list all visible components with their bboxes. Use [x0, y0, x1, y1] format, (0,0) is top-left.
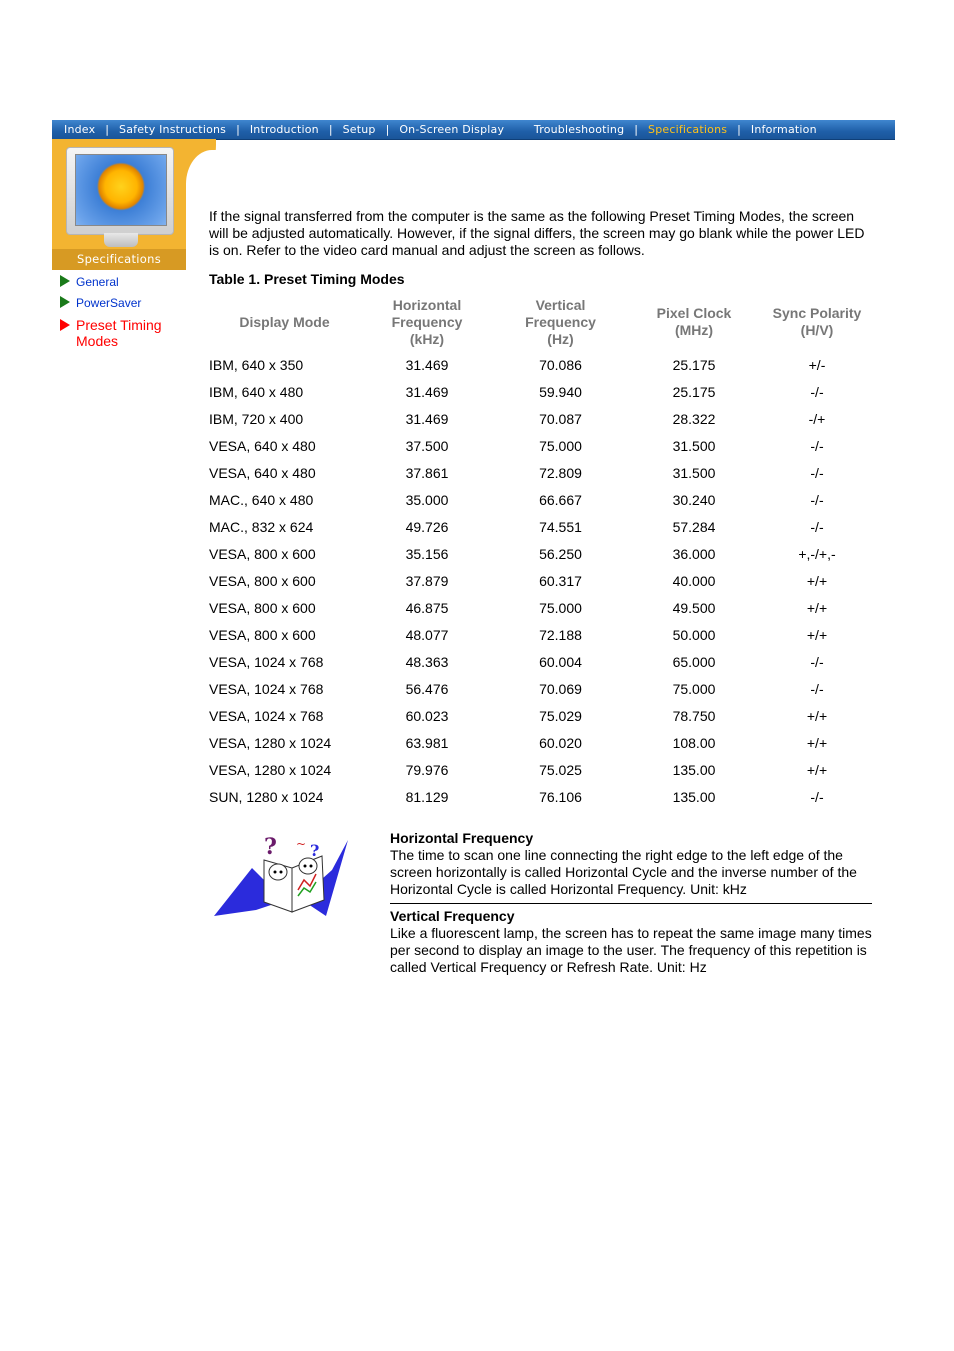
header-line: Horizontal [392, 296, 462, 313]
table-title: Table 1. Preset Timing Modes [209, 271, 405, 287]
header-horizontal-frequency [360, 293, 494, 351]
cell-sync-polarity: -/- [810, 437, 824, 454]
preset-timing-table [205, 293, 873, 810]
table-row [205, 783, 873, 810]
cell-vertical-frequency: 70.069 [539, 680, 582, 697]
table-row [205, 621, 873, 648]
cell-display-mode: MAC., 832 x 624 [209, 518, 314, 535]
triangle-right-icon [60, 275, 70, 287]
cell-vertical-frequency: 75.000 [539, 437, 582, 454]
side-item-label: PowerSaver [76, 296, 142, 310]
cell-horizontal-frequency: 60.023 [405, 707, 449, 724]
cell-sync-polarity: +,-/+,- [798, 545, 836, 562]
table-row [205, 567, 873, 594]
cell-pixel-clock: 49.500 [672, 599, 716, 616]
header-line: Display Mode [239, 313, 330, 330]
nav-separator: | [236, 123, 240, 136]
cell-vertical-frequency: 59.940 [539, 383, 582, 400]
cell-vertical-frequency: 70.087 [539, 410, 582, 427]
svg-text:?: ? [310, 841, 320, 860]
cell-sync-polarity: +/+ [806, 761, 828, 778]
table-row [205, 702, 873, 729]
nav-setup[interactable]: Setup [342, 123, 376, 136]
cell-sync-polarity: -/- [810, 788, 824, 805]
nav-separator: | [105, 123, 110, 136]
monitor-stand [104, 233, 138, 247]
cell-horizontal-frequency: 37.861 [405, 464, 449, 481]
cell-pixel-clock: 31.500 [672, 437, 716, 454]
cell-horizontal-frequency: 79.976 [405, 761, 449, 778]
header-line: (Hz) [547, 330, 574, 347]
header-vertical-frequency [494, 293, 627, 351]
side-item-preset-timing-modes[interactable] [60, 317, 190, 349]
cell-pixel-clock: 36.000 [672, 545, 716, 562]
cell-pixel-clock: 135.00 [672, 788, 716, 805]
top-navigation-bar [52, 120, 895, 140]
cell-display-mode: VESA, 800 x 600 [209, 572, 316, 589]
table-row [205, 594, 873, 621]
side-item-powersaver[interactable] [60, 296, 190, 310]
table-row [205, 351, 873, 378]
cell-sync-polarity: -/- [810, 464, 824, 481]
cell-display-mode: VESA, 1024 x 768 [209, 707, 324, 724]
cell-horizontal-frequency: 37.879 [405, 572, 449, 589]
definition-text: Like a fluorescent lamp, the screen has to repeat the same image many times per second to display an image to the user. The frequency of this repetition is called Vertical Frequency or Refresh Rate. Unit: Hz [390, 925, 872, 975]
monitor-screen-flower [75, 154, 167, 226]
table-row [205, 459, 873, 486]
header-line: Vertical [535, 296, 586, 313]
cell-vertical-frequency: 70.086 [539, 356, 582, 373]
cell-sync-polarity: +/+ [806, 599, 828, 616]
question-book-icon [212, 830, 378, 920]
table-row [205, 513, 873, 540]
cell-pixel-clock: 65.000 [672, 653, 716, 670]
cell-pixel-clock: 75.000 [672, 680, 716, 697]
cell-vertical-frequency: 75.000 [539, 599, 582, 616]
cell-pixel-clock: 108.00 [672, 734, 716, 751]
table-row [205, 729, 873, 756]
cell-vertical-frequency: 56.250 [539, 545, 582, 562]
side-item-label: Preset Timing Modes [76, 317, 162, 349]
cell-horizontal-frequency: 49.726 [405, 518, 449, 535]
cell-display-mode: VESA, 1280 x 1024 [209, 761, 332, 778]
cell-horizontal-frequency: 31.469 [405, 383, 449, 400]
nav-safety-instructions[interactable]: Safety Instructions [119, 123, 227, 136]
cell-horizontal-frequency: 48.363 [405, 653, 449, 670]
cell-vertical-frequency: 72.188 [539, 626, 582, 643]
cell-vertical-frequency: 60.020 [539, 734, 582, 751]
cell-sync-polarity: -/- [810, 491, 824, 508]
cell-sync-polarity: +/+ [806, 626, 828, 643]
nav-introduction[interactable]: Introduction [249, 123, 319, 136]
cell-display-mode: VESA, 640 x 480 [209, 437, 316, 454]
cell-sync-polarity: -/- [810, 653, 824, 670]
header-line: Pixel Clock [656, 305, 732, 321]
cell-pixel-clock: 31.500 [672, 464, 716, 481]
cell-horizontal-frequency: 31.469 [405, 410, 449, 427]
definition-horizontal-frequency [390, 830, 872, 898]
table-row [205, 432, 873, 459]
cell-sync-polarity: -/+ [808, 410, 826, 427]
monitor-icon [66, 147, 174, 235]
table-row [205, 405, 873, 432]
cell-horizontal-frequency: 63.981 [405, 734, 449, 751]
cell-sync-polarity: -/- [810, 680, 824, 697]
header-line: Frequency [391, 313, 463, 330]
cell-display-mode: VESA, 1024 x 768 [209, 653, 324, 670]
nav-separator: | [385, 123, 390, 136]
cell-vertical-frequency: 60.004 [539, 653, 582, 670]
header-display-mode [205, 293, 360, 351]
cell-sync-polarity: +/+ [806, 707, 828, 724]
question-book-svg [212, 830, 378, 920]
cell-horizontal-frequency: 56.476 [405, 680, 449, 697]
cell-vertical-frequency: 60.317 [539, 572, 582, 589]
table-row [205, 378, 873, 405]
table-body [205, 351, 873, 810]
cell-horizontal-frequency: 35.000 [405, 491, 449, 508]
cell-vertical-frequency: 75.025 [539, 761, 582, 778]
definition-term: Vertical Frequency [390, 908, 515, 924]
cell-pixel-clock: 25.175 [672, 383, 716, 400]
header-line: (MHz) [674, 322, 714, 338]
cell-pixel-clock: 30.240 [672, 491, 716, 508]
nav-information[interactable]: Information [750, 123, 817, 136]
nav-specifications[interactable]: Specifications [648, 123, 728, 136]
header-sync-polarity [761, 293, 873, 351]
header-line: Sync Polarity [772, 305, 862, 321]
nav-index[interactable]: Index [64, 123, 96, 136]
table-row [205, 486, 873, 513]
cell-display-mode: VESA, 800 x 600 [209, 626, 316, 643]
cell-display-mode: SUN, 1280 x 1024 [209, 788, 324, 805]
nav-separator: | [737, 123, 741, 136]
nav-separator: | [328, 123, 333, 136]
side-item-general[interactable] [60, 275, 190, 289]
nav-separator: | [634, 123, 639, 136]
cell-pixel-clock: 135.00 [672, 761, 716, 778]
cell-display-mode: VESA, 800 x 600 [209, 545, 316, 562]
cell-sync-polarity: -/- [810, 383, 824, 400]
cell-horizontal-frequency: 48.077 [405, 626, 449, 643]
cell-horizontal-frequency: 46.875 [405, 599, 449, 616]
triangle-right-icon [60, 296, 70, 308]
cell-vertical-frequency: 76.106 [539, 788, 582, 805]
nav-on-screen-display[interactable]: On-Screen Display [399, 123, 505, 136]
cell-vertical-frequency: 75.029 [539, 707, 582, 724]
cell-display-mode: IBM, 640 x 480 [209, 383, 304, 400]
side-item-label: General [76, 275, 119, 289]
cell-sync-polarity: +/+ [806, 572, 828, 589]
table-row [205, 540, 873, 567]
banner-label: Specifications [52, 249, 186, 270]
cell-display-mode: MAC., 640 x 480 [209, 491, 314, 508]
cell-display-mode: VESA, 1280 x 1024 [209, 734, 332, 751]
cell-pixel-clock: 25.175 [672, 356, 716, 373]
header-line: Frequency [525, 313, 596, 330]
svg-text:?: ? [264, 834, 277, 860]
svg-text:~: ~ [296, 837, 307, 851]
cell-pixel-clock: 28.322 [672, 410, 716, 427]
cell-horizontal-frequency: 37.500 [405, 437, 449, 454]
cell-display-mode: IBM, 640 x 350 [209, 356, 304, 373]
intro-paragraph: If the signal transferred from the computer is the same as the following Preset Timing Modes, the screen will be adjusted automatically. However, if the signal differs, the screen may go blank while the power LED is on. Refer to the video card manual and adjust the screen as follows. [209, 208, 865, 258]
table-row [205, 756, 873, 783]
cell-vertical-frequency: 74.551 [539, 518, 582, 535]
side-menu [60, 275, 190, 356]
header-line: (H/V) [800, 322, 834, 338]
definition-divider [390, 903, 872, 904]
cell-sync-polarity: +/+ [806, 734, 828, 751]
cell-display-mode: VESA, 1024 x 768 [209, 680, 324, 697]
header-line: (kHz) [409, 330, 445, 347]
cell-horizontal-frequency: 35.156 [405, 545, 449, 562]
cell-horizontal-frequency: 81.129 [405, 788, 449, 805]
cell-display-mode: VESA, 640 x 480 [209, 464, 316, 481]
cell-horizontal-frequency: 31.469 [405, 356, 449, 373]
nav-troubleshooting[interactable]: Troubleshooting [533, 123, 625, 136]
cell-pixel-clock: 40.000 [672, 572, 716, 589]
definition-term: Horizontal Frequency [390, 830, 534, 846]
table-header-row [205, 293, 873, 351]
triangle-right-icon [60, 319, 70, 331]
definition-text: The time to scan one line connecting the right edge to the left edge of the screen horizontally is called Horizontal Cycle and the inverse number of the Horizontal Cycle is called Horizontal Frequency. Unit: kHz [390, 847, 857, 897]
cell-pixel-clock: 57.284 [672, 518, 716, 535]
table-row [205, 675, 873, 702]
header-pixel-clock [627, 293, 761, 351]
cell-display-mode: IBM, 720 x 400 [209, 410, 304, 427]
cell-pixel-clock: 78.750 [672, 707, 716, 724]
cell-sync-polarity: -/- [810, 518, 824, 535]
definition-vertical-frequency [390, 908, 872, 976]
cell-display-mode: VESA, 800 x 600 [209, 599, 316, 616]
cell-vertical-frequency: 66.667 [539, 491, 582, 508]
cell-vertical-frequency: 72.809 [539, 464, 582, 481]
cell-sync-polarity: +/- [808, 356, 826, 373]
table-row [205, 648, 873, 675]
cell-pixel-clock: 50.000 [672, 626, 716, 643]
